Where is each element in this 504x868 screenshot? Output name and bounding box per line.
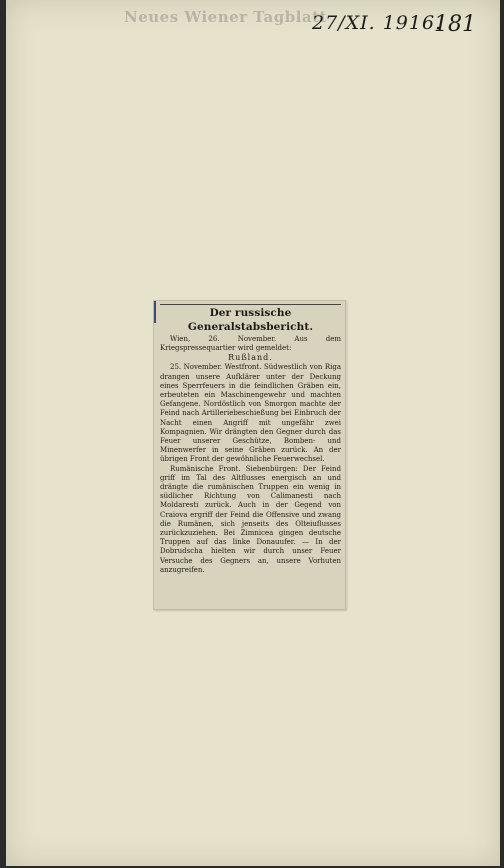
section-heading: Rußland. xyxy=(228,353,273,363)
article-dateline: Wien, 26. November. Aus dem Kriegspressequartier wird gemeldet: xyxy=(160,335,341,353)
newspaper-clipping xyxy=(153,300,346,610)
article-paragraph-1: 25. November. Westfront. Südwestlich von Riga drangen unsere Aufklärer unter der Deckung eines Sperrfeuers in die feindlichen Gräben ein, erbeuteten ein Maschinengewehr und machten Gefangene. Nordöstlich von Smorgon machte der Feind nach Artilleriebeschießung bei Einbruch der Nacht einen Angriff mit ungefähr zwei Kompagnien. Wir drängten den Gegner durch das Feuer unserer Geschütze, Bomben- und Minenwerfer in seine Gräben zurück. An der übrigen Front der gewöhnliche Feuerwechsel. xyxy=(160,363,341,464)
archive-sheet xyxy=(6,0,500,866)
article-title: Der russische Generalstabsbericht. xyxy=(160,304,341,334)
newspaper-stamp: Neues Wiener Tagblatt xyxy=(124,8,327,26)
handwritten-number: 181 xyxy=(434,12,476,37)
clipping-edge-mark xyxy=(154,301,156,323)
article-paragraph-2: Rumänische Front. Siebenbürgen: Der Feind griff im Tal des Altflusses energisch an und drängte die rumänischen Truppen ein wenig in südlicher Richtung von Calimanesti nach Moldaresti zurück. Auch in der Gegend von Craiova ergriff der Feind die Offensive und zwang die Rumänen, sich jenseits des Olteiuflusses zurückzuziehen. Bei Zimnicea gingen deutsche Truppen auf das linke Donauufer. — In der Dobrudscha hielten wir durch unser Feuer Versuche des Gegners an, unsere Vorhuten anzugreifen. xyxy=(160,464,341,574)
handwritten-date: 27/XI. 1916. xyxy=(312,12,443,34)
